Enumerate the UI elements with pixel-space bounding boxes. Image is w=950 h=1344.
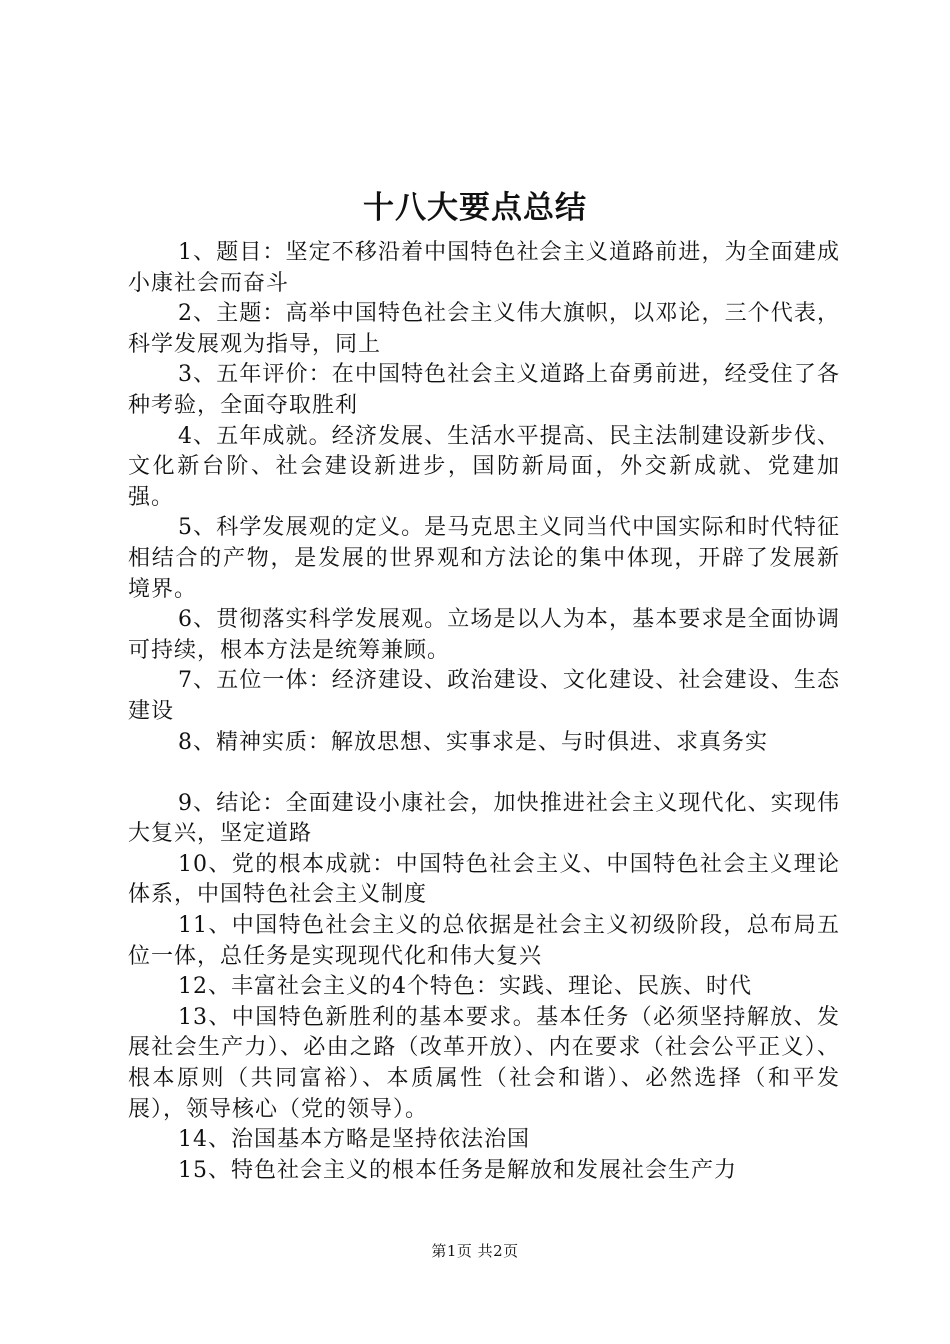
paragraph-8: 8、精神实质：解放思想、实事求是、与时俱进、求真务实 [178, 729, 768, 755]
blank-line [128, 758, 840, 789]
paragraph-6: 6、贯彻落实科学发展观。立场是以人为本，基本要求是全面协调可持续，根本方法是统筹兼顾。 [128, 607, 840, 663]
document-body [128, 238, 840, 1186]
paragraph-11: 11、中国特色社会主义的总依据是社会主义初级阶段，总布局五位一体，总任务是实现现代化和伟大复兴 [128, 913, 840, 969]
paragraph-13: 13、中国特色新胜利的基本要求。基本任务（必须坚持解放、发展社会生产力）、必由之路（改革开放）、内在要求（社会公平正义）、根本原则（共同富裕）、本质属性（社会和谐）、必然选择（和平发展），领导核心（党的领导）。 [128, 1004, 840, 1122]
paragraph-3: 3、五年评价：在中国特色社会主义道路上奋勇前进，经受住了各种考验，全面夺取胜利 [128, 362, 840, 418]
document-title: 十八大要点总结 [363, 190, 587, 226]
paragraph-15: 15、特色社会主义的根本任务是解放和发展社会生产力 [178, 1157, 737, 1183]
paragraph-4: 4、五年成就。经济发展、生活水平提高、民主法制建设新步伐、文化新台阶、社会建设新进步，国防新局面，外交新成就、党建加强。 [128, 423, 840, 510]
page-footer: 第1页 共2页 [431, 1242, 519, 1260]
paragraph-9: 9、结论：全面建设小康社会，加快推进社会主义现代化、实现伟大复兴，坚定道路 [128, 790, 840, 847]
paragraph-5: 5、科学发展观的定义。是马克思主义同当代中国实际和时代特征相结合的产物，是发展的世界观和方法论的集中体现，开辟了发展新境界。 [128, 515, 840, 602]
paragraph-7: 7、五位一体：经济建设、政治建设、文化建设、社会建设、生态建设 [128, 668, 840, 724]
paragraph-14: 14、治国基本方略是坚持依法治国 [178, 1127, 530, 1153]
paragraph-2: 2、主题：高举中国特色社会主义伟大旗帜，以邓论，三个代表，科学发展观为指导，同上 [128, 301, 840, 357]
paragraph-12: 12、丰富社会主义的4个特色：实践、理论、民族、时代 [178, 974, 752, 1000]
paragraph-1: 1、题目：坚定不移沿着中国特色社会主义道路前进，为全面建成小康社会而奋斗 [128, 240, 840, 296]
paragraph-10: 10、党的根本成就：中国特色社会主义、中国特色社会主义理论体系，中国特色社会主义制度 [128, 851, 840, 908]
